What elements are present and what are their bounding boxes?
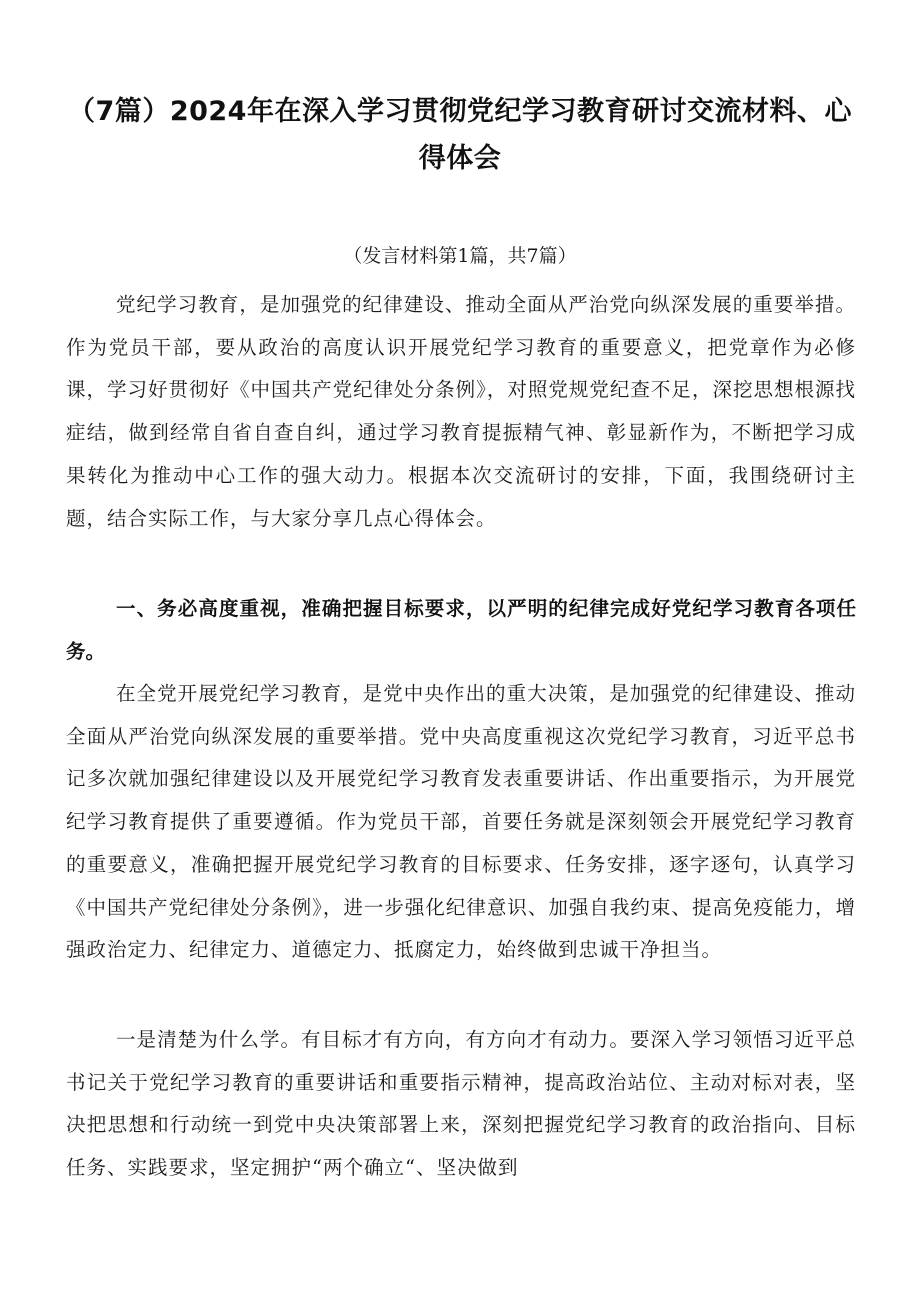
document-title: （7篇）2024年在深入学习贯彻党纪学习教育研讨交流材料、心得体会 (68, 96, 852, 174)
paragraph-intro: 党纪学习教育，是加强党的纪律建设、推动全面从严治党向纵深发展的重要举措。作为党员干部，要从政治的高度认识开展党纪学习教育的重要意义，把党章作为必修课，学习好贯彻好《中国共产党纪律处分条例》，对照党规党纪查不足，深挖思想根源找症结，做到经常自省自查自纠，通过学习教育提振精气神、彰显新作为，不断把学习成果转化为推动中心工作的强大动力。根据本次交流研讨的安排，下面，我围绕研讨主题，结合实际工作，与大家分享几点心得体会。 (66, 293, 856, 530)
paragraph-point-1: 一是清楚为什么学。有目标才有方向，有方向才有动力。要深入学习领悟习近平总书记关于党纪学习教育的重要讲话和重要指示精神，提高政治站位、主动对标对表，坚决把思想和行动统一到党中央决策部署上来，深刻把握党纪学习教育的政治指向、目标任务、实践要求，坚定拥护“两个确立“、坚决做到 (66, 1028, 856, 1180)
document-subtitle: （发言材料第1篇，共7篇） (343, 245, 577, 267)
paragraph-section-1: 在全党开展党纪学习教育，是党中央作出的重大决策，是加强党的纪律建设、推动全面从严治党向纵深发展的重要举措。党中央高度重视这次党纪学习教育，习近平总书记多次就加强纪律建设以及开展党纪学习教育发表重要讲话、作出重要指示，为开展党纪学习教育提供了重要遵循。作为党员干部，首要任务就是深刻领会开展党纪学习教育的重要意义，准确把握开展党纪学习教育的目标要求、任务安排，逐字逐句，认真学习《中国共产党纪律处分条例》，进一步强化纪律意识、加强自我约束、提高免疫能力，增强政治定力、纪律定力、道德定力、抵腐定力，始终做到忠诚干净担当。 (66, 682, 856, 962)
section-heading-1: 一、务必高度重视，准确把握目标要求，以严明的纪律完成好党纪学习教育各项任务。 (66, 597, 856, 663)
